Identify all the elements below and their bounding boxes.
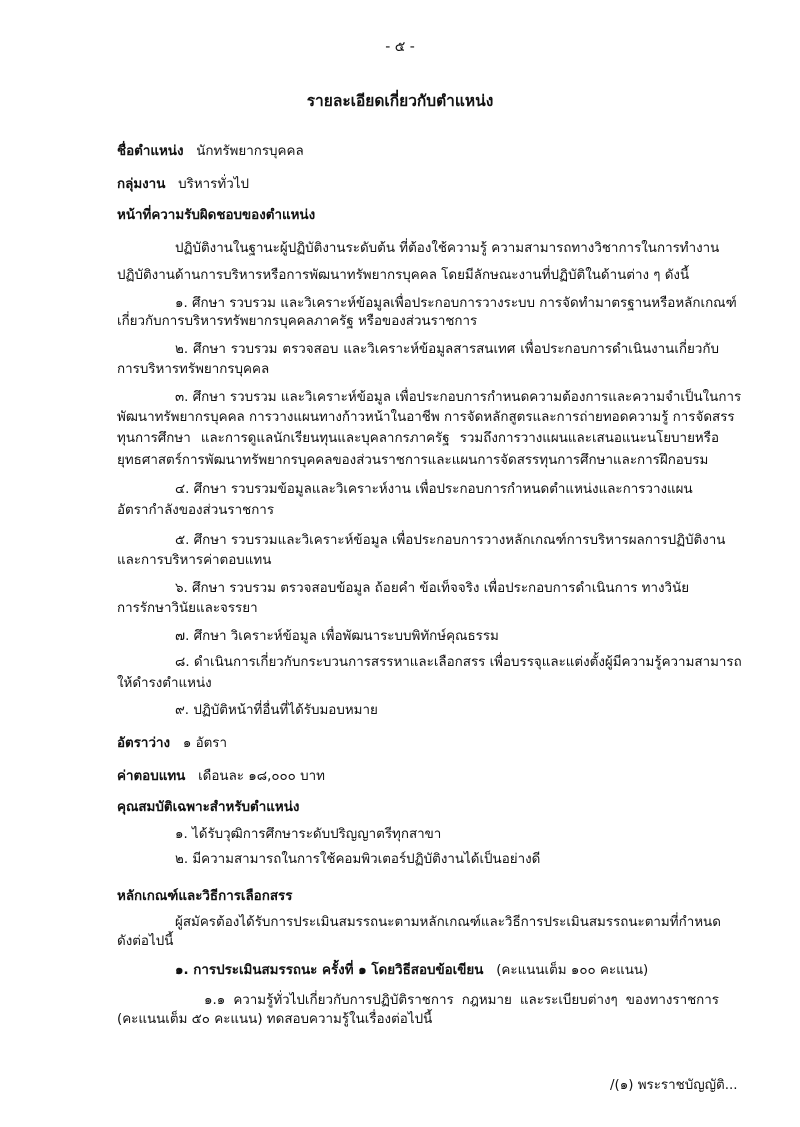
group-value: บริหารทั่วไป (178, 177, 249, 192)
duty-line: ๓. ศึกษา รวบรวม และวิเคราะห์ข้อมูล เพื่อประกอบการกำหนดความต้องการและความจำเป็นในการ (175, 390, 742, 405)
continuation-note: /(๑) พระราชบัญญัติ... (610, 1078, 738, 1093)
salary-row (117, 768, 325, 786)
document-title: รายละเอียดเกี่ยวกับตำแหน่ง (306, 92, 494, 110)
vacancy-value: ๑ อัตรา (182, 736, 228, 751)
criteria-heading: หลักเกณฑ์และวิธีการเลือกสรร (117, 889, 293, 904)
duty-line: พัฒนาทรัพยากรบุคคล การวางแผนทางก้าวหน้าในอาชีพ การจัดหลักสูตรและการถ่ายทอดความรู้ การจัดสรร (117, 410, 735, 425)
duty-line: และการบริหารค่าตอบแทน (117, 553, 272, 568)
vacancy-row (117, 735, 227, 753)
duty-line: ทุนการศึกษา และการดูแลนักเรียนทุนและบุคลากรภาครัฐ รวมถึงการวางแผนและเสนอแนะนโยบายหรือ (117, 431, 719, 446)
intro-line: ปฏิบัติงานในฐานะผู้ปฏิบัติงานระดับต้น ที่ต้องใช้ความรู้ ความสามารถทางวิชาการในการทำงาน (175, 241, 720, 256)
group-row (117, 176, 249, 194)
assessment-sub-line: ๑.๑ ความรู้ทั่วไปเกี่ยวกับการปฏิบัติราชการ กฎหมาย และระเบียบต่างๆ ของทางราชการ (204, 993, 719, 1008)
duty-line: ๑. ศึกษา รวบรวม และวิเคราะห์ข้อมูลเพื่อประกอบการวางระบบ การจัดทำมาตรฐานหรือหลักเกณฑ์ (175, 296, 737, 311)
qualifications-heading: คุณสมบัติเฉพาะสำหรับตำแหน่ง (117, 800, 300, 815)
salary-value: เดือนละ ๑๘,๐๐๐ บาท (198, 769, 325, 784)
salary-label: ค่าตอบแทน (117, 769, 186, 784)
duty-line: ให้ดำรงตำแหน่ง (117, 676, 212, 691)
vacancy-label: อัตราว่าง (117, 736, 171, 751)
assessment-sub-line: (คะแนนเต็ม ๕๐ คะแนน) ทดสอบความรู้ในเรื่องต่อไปนี้ (117, 1012, 433, 1027)
duty-line: ๙. ปฏิบัติหน้าที่อื่นที่ได้รับมอบหมาย (175, 703, 378, 718)
qualification-item: ๒. มีความสามารถในการใช้คอมพิวเตอร์ปฏิบัติงานได้เป็นอย่างดี (175, 852, 541, 867)
group-label: กลุ่มงาน (117, 177, 166, 192)
duty-line: ๗. ศึกษา วิเคราะห์ข้อมูล เพื่อพัฒนาระบบพิทักษ์คุณธรรม (175, 629, 499, 644)
duty-line: ๒. ศึกษา รวบรวม ตรวจสอบ และวิเคราะห์ข้อมูลสารสนเทศ เพื่อประกอบการดำเนินงานเกี่ยวกับ (175, 342, 719, 357)
qualification-item: ๑. ได้รับวุฒิการศึกษาระดับปริญญาตรีทุกสาขา (175, 827, 442, 842)
duty-line: ๘. ดำเนินการเกี่ยวกับกระบวนการสรรหาและเลือกสรร เพื่อบรรจุและแต่งตั้งผู้มีความรู้ความสามารถ (175, 655, 742, 670)
intro-line: ปฏิบัติงานด้านการบริหารหรือการพัฒนาทรัพยากรบุคคล โดยมีลักษณะงานที่ปฏิบัติในด้านต่าง ๆ ดังนี้ (117, 268, 690, 283)
duty-line: ๕. ศึกษา รวบรวมและวิเคราะห์ข้อมูล เพื่อประกอบการวางหลักเกณฑ์การบริหารผลการปฏิบัติงาน (175, 533, 726, 548)
position-value: นักทรัพยากรบุคคล (196, 144, 304, 159)
duty-line: เกี่ยวกับการบริหารทรัพยากรบุคคลภาครัฐ หรือของส่วนราชการ (117, 314, 478, 329)
duty-line: การรักษาวินัยและจรรยา (117, 601, 258, 616)
assessment-heading (175, 962, 648, 980)
page-number: - ๕ - (385, 39, 415, 55)
criteria-intro-line: ดังต่อไปนี้ (117, 934, 174, 949)
criteria-intro-line: ผู้สมัครต้องได้รับการประเมินสมรรถนะตามหลักเกณฑ์และวิธีการประเมินสมรรถนะตามที่กำหนด (175, 915, 721, 930)
duty-line: ยุทธศาสตร์การพัฒนาทรัพยากรบุคคลของส่วนราชการและแผนการจัดสรรทุนการศึกษาและการฝึกอบรม (117, 453, 709, 468)
position-row (117, 143, 304, 161)
duties-heading: หน้าที่ความรับผิดชอบของตำแหน่ง (117, 208, 316, 223)
duty-line: อัตรากำลังของส่วนราชการ (117, 503, 275, 518)
assessment-heading-score: (คะแนนเต็ม ๑๐๐ คะแนน) (496, 963, 649, 978)
assessment-heading-bold: ๑. การประเมินสมรรถนะ ครั้งที่ ๑ โดยวิธีสอบข้อเขียน (175, 963, 484, 978)
duty-line: การบริหารทรัพยากรบุคคล (117, 362, 270, 377)
duty-line: ๖. ศึกษา รวบรวม ตรวจสอบข้อมูล ถ้อยคำ ข้อเท็จจริง เพื่อประกอบการดำเนินการ ทางวินัย (175, 581, 690, 596)
position-label: ชื่อตำแหน่ง (117, 144, 184, 159)
duty-line: ๔. ศึกษา รวบรวมข้อมูลและวิเคราะห์งาน เพื่อประกอบการกำหนดตำแหน่งและการวางแผน (175, 482, 693, 497)
